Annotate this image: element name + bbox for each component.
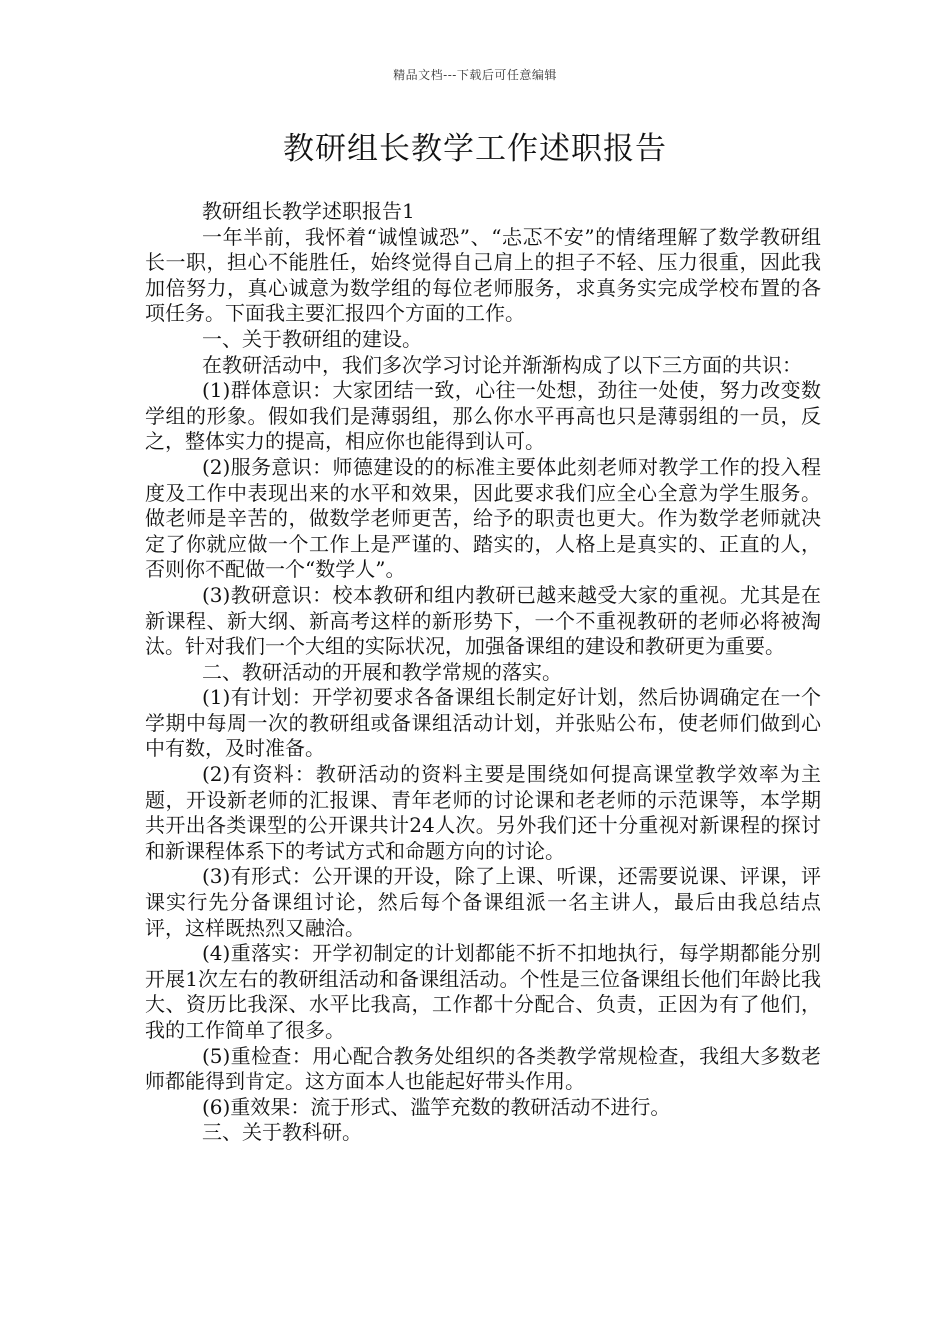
list-item: (4)重落实：开学初制定的计划都能不折不扣地执行，每学期都能分别开展1次左右的教研组活动和备课组活动。个性是三位备课组长他们年龄比我大、资历比我深、水平比我高，工作都十分配合、负责，正因为有了他们，我的工作简单了很多。 [145, 941, 821, 1042]
document-title: 教研组长教学工作述职报告 [283, 131, 667, 167]
list-item: (6)重效果：流于形式、滥竽充数的教研活动不进行。 [202, 1094, 671, 1119]
document-body [145, 199, 821, 1146]
list-item: (2)服务意识：师德建设的的标准主要体此刻老师对教学工作的投入程度及工作中表现出来的水平和效果，因此要求我们应全心全意为学生服务。做老师是辛苦的，做数学老师更苦，给予的职责也更大。作为数学老师就决定了你就应做一个工作上是严谨的、踏实的，人格上是真实的、正直的人，否则你不配做一个“数学人”。 [145, 454, 821, 582]
header-note: 精品文档---下载后可任意编辑 [393, 68, 557, 82]
section-heading-1: 一、关于教研组的建设。 [202, 326, 422, 351]
list-item: (3)有形式：公开课的开设，除了上课、听课，还需要说课、评课，评课实行先分备课组讨论，然后每个备课组派一名主讲人，最后由我总结点评，这样既热烈又融洽。 [145, 864, 821, 940]
list-item: (2)有资料：教研活动的资料主要是围绕如何提高课堂教学效率为主题，开设新老师的汇报课、青年老师的讨论课和老老师的示范课等，本学期共开出各类课型的公开课共计24人次。另外我们还十分重视对新课程的探讨和新课程体系下的考试方式和命题方向的讨论。 [145, 762, 821, 863]
paragraph-intro: 一年半前，我怀着“诚惶诚恐”、“忐忑不安”的情绪理解了数学教研组长一职，担心不能胜任，始终觉得自己肩上的担子不轻、压力很重，因此我加倍努力，真心诚意为数学组的每位老师服务，求真务实完成学校布置的各项任务。下面我主要汇报四个方面的工作。 [145, 224, 821, 326]
section-heading-3: 三、关于教科研。 [202, 1120, 362, 1145]
list-item: (1)有计划：开学初要求各备课组长制定好计划，然后协调确定在一个学期中每周一次的教研组或备课组活动计划，并张贴公布，使老师们做到心中有数，及时准备。 [145, 685, 821, 761]
list-item: (5)重检查：用心配合教务处组织的各类教学常规检查，我组大多数老师都能得到肯定。这方面本人也能起好带头作用。 [145, 1043, 821, 1094]
paragraph-subtitle: 教研组长教学述职报告1 [202, 199, 415, 223]
paragraph: 在教研活动中，我们多次学习讨论并渐渐构成了以下三方面的共识： [202, 352, 802, 377]
list-item: (3)教研意识：校本教研和组内教研已越来越受大家的重视。尤其是在新课程、新大纲、新高考这样的新形势下，一个不重视教研的老师必将被淘汰。针对我们一个大组的实际状况，加强备课组的建设和教研更为重要。 [145, 582, 821, 659]
section-heading-2: 二、教研活动的开展和教学常规的落实。 [202, 659, 562, 684]
list-item: (1)群体意识：大家团结一致，心往一处想，劲往一处使，努力改变数学组的形象。假如我们是薄弱组，那么你水平再高也只是薄弱组的一员，反之，整体实力的提高，相应你也能得到认可。 [145, 378, 821, 454]
